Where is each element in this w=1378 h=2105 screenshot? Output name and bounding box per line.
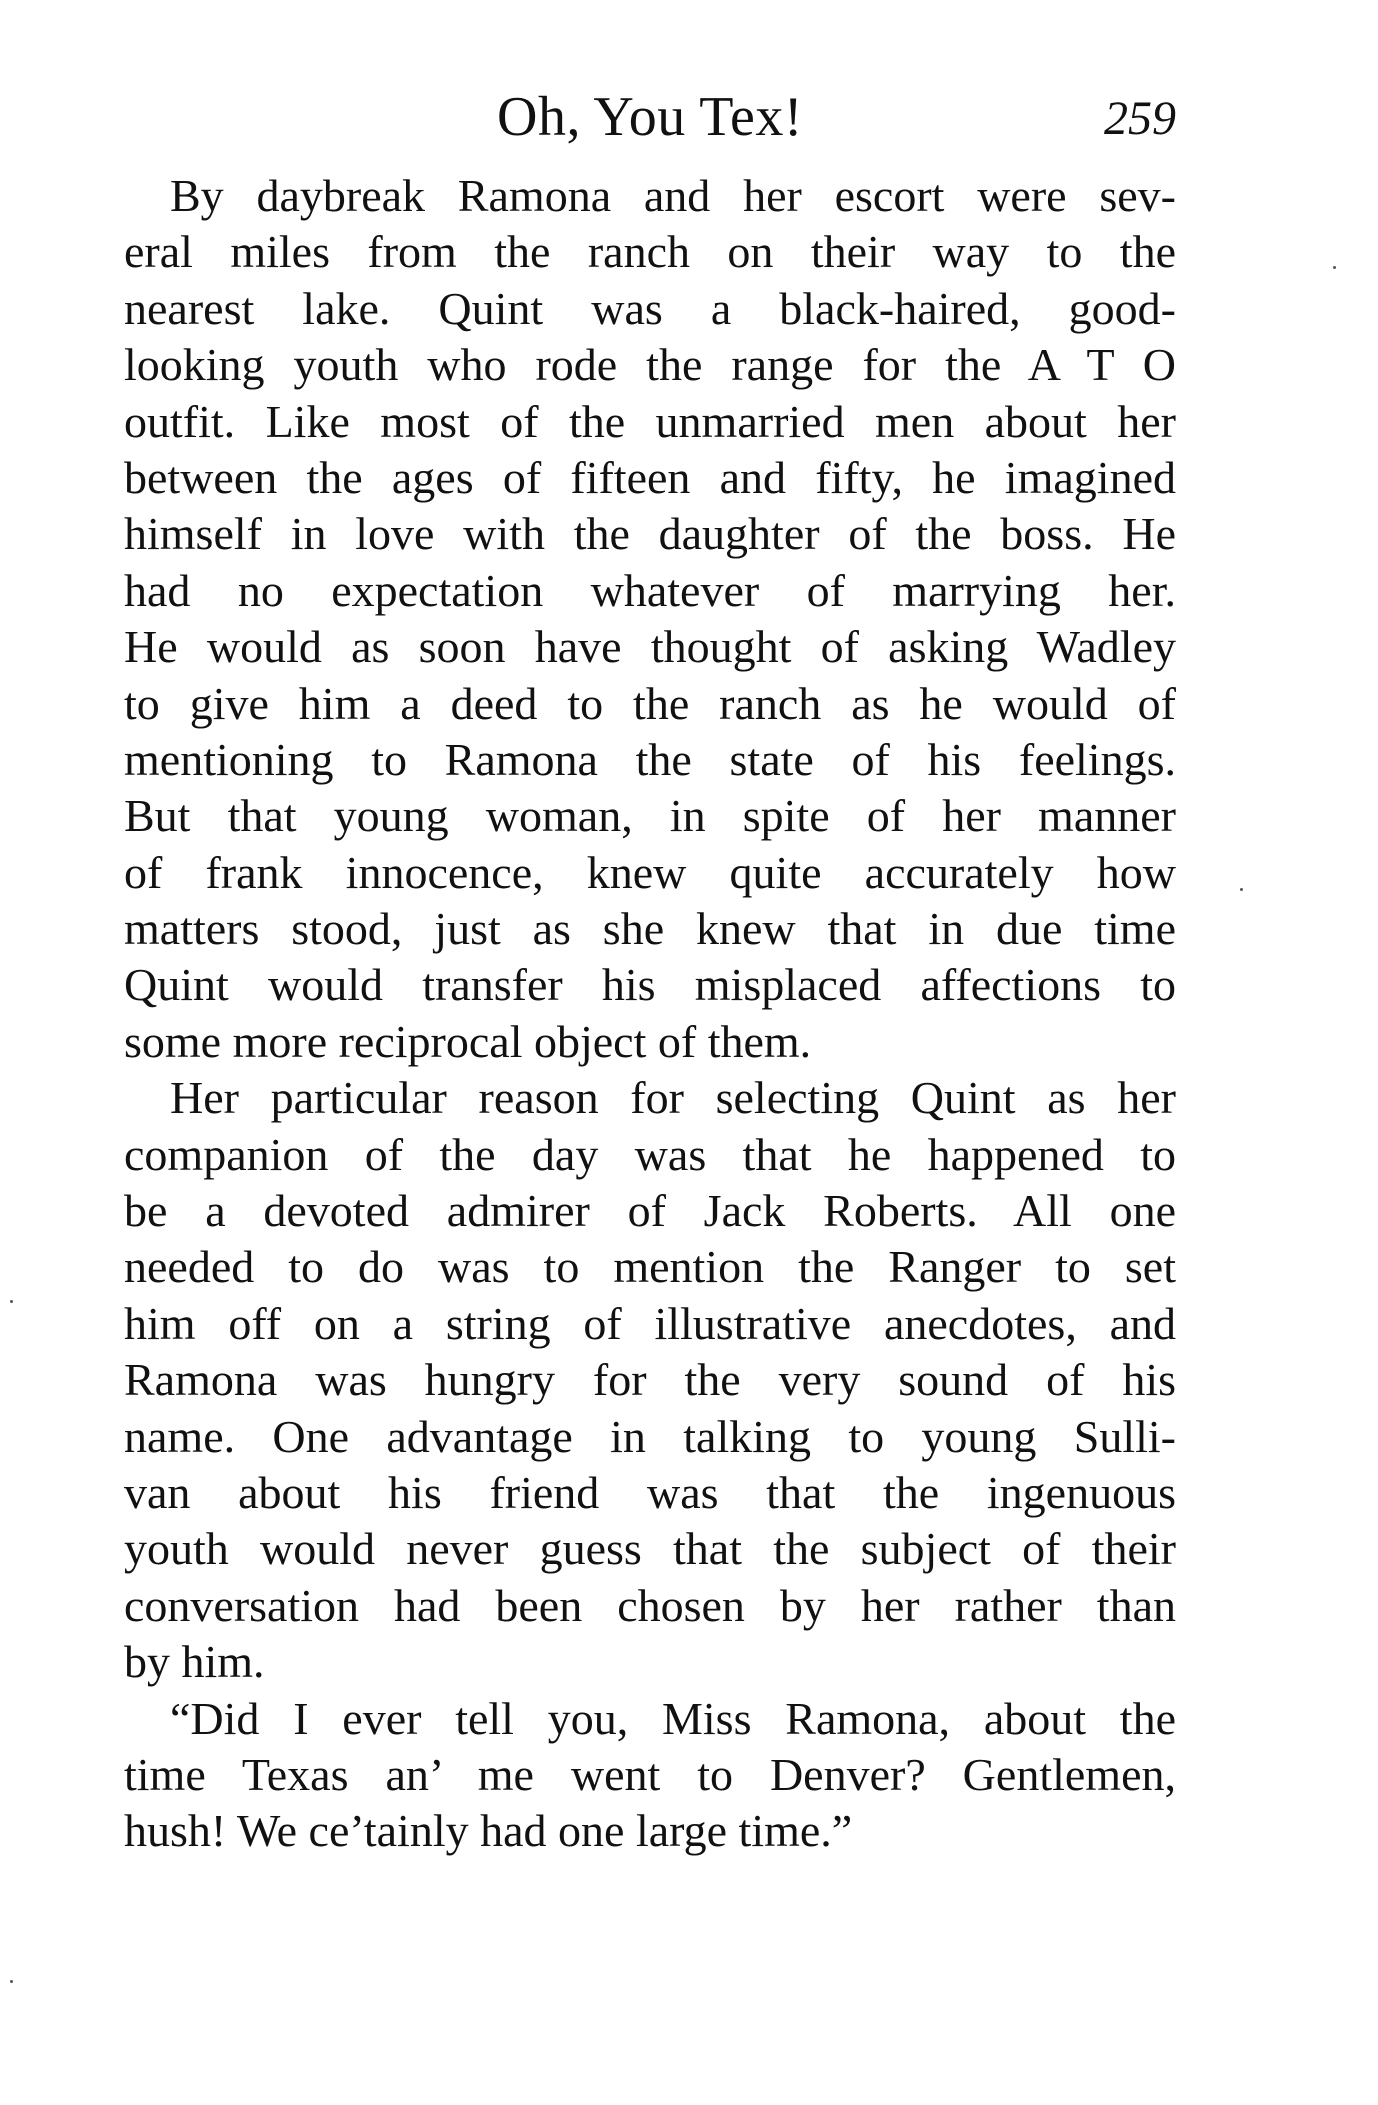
paragraph-3 [124,1691,1176,1860]
scan-speck [10,1980,13,1983]
text-line: But that young woman, in spite of her manner [124,790,1176,842]
text-line: needed to do was to mention the Ranger to set [124,1241,1176,1293]
text-line: matters stood, just as she knew that in due time [124,903,1176,955]
running-title: Oh, You Tex! [497,86,803,148]
text-line: to give him a deed to the ranch as he would of [124,677,1176,729]
text-line: mentioning to Ramona the state of his feelings. [124,733,1176,785]
text-line: of frank innocence, knew quite accurately how [124,846,1176,898]
text-line: He would as soon have thought of asking Wadley [124,621,1176,673]
text-line: Her particular reason for selecting Quint as her [170,1072,1176,1124]
text-line: “Did I ever tell you, Miss Ramona, about the [170,1692,1176,1744]
scan-speck [1333,266,1336,269]
text-line: looking youth who rode the range for the A T O [124,339,1176,391]
text-line: name. One advantage in talking to young Sulli- [124,1410,1176,1462]
text-line: nearest lake. Quint was a black-haired, good- [124,282,1176,334]
text-line: time Texas an’ me went to Denver? Gentlemen, [124,1748,1176,1800]
text-line: by him. [124,1636,265,1688]
text-line: be a devoted admirer of Jack Roberts. All one [124,1185,1176,1237]
scan-speck [1240,888,1243,891]
scan-speck [10,1300,13,1303]
text-line: Ramona was hungry for the very sound of his [124,1354,1176,1406]
text-line: youth would never guess that the subject of their [124,1523,1176,1575]
text-line: between the ages of fifteen and fifty, he imagined [124,451,1176,503]
text-line: van about his friend was that the ingenuous [124,1466,1176,1518]
text-line: Quint would transfer his misplaced affections to [124,959,1176,1011]
text-line: companion of the day was that he happened to [124,1128,1176,1180]
text-line: himself in love with the daughter of the boss. He [124,508,1176,560]
text-line: eral miles from the ranch on their way to the [124,226,1176,278]
page-number: 259 [1104,92,1176,145]
text-line: him off on a string of illustrative anecdotes, and [124,1297,1176,1349]
paragraph-1 [124,168,1176,1070]
text-line: outfit. Like most of the unmarried men about her [124,395,1176,447]
text-line: By daybreak Ramona and her escort were sev- [170,170,1176,221]
paragraph-2 [124,1070,1176,1690]
text-line: conversation had been chosen by her rather than [124,1579,1176,1631]
text-line: had no expectation whatever of marrying her. [124,564,1176,616]
body-text [124,168,1176,1860]
text-line: some more reciprocal object of them. [124,1015,812,1067]
text-line: hush! We ce’tainly had one large time.” [124,1805,853,1857]
running-head [124,82,1176,152]
